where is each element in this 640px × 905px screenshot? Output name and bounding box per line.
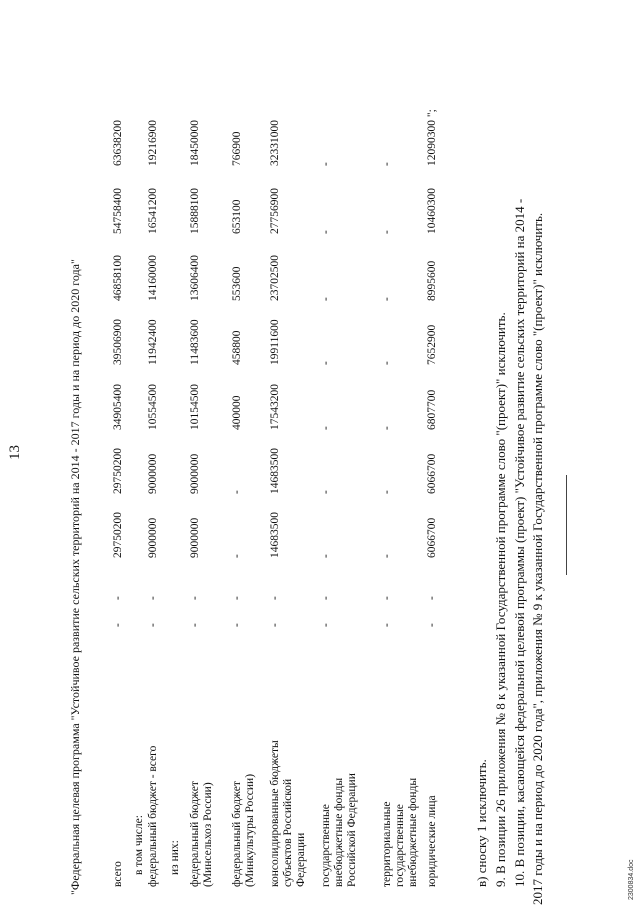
table-cell: - <box>381 230 393 234</box>
table-cell: 10154500 <box>189 384 201 430</box>
row-label: внебюджетные фонды <box>407 777 419 887</box>
body-paragraph: 9. В позиции 26 приложения № 8 к указанной Государственной программе слово "(проект)" исключить. <box>493 312 508 887</box>
table-cell: - <box>381 554 393 558</box>
table-cell: - <box>320 297 332 301</box>
table-cell: - <box>381 596 393 600</box>
table-cell: - <box>112 623 124 627</box>
table-cell: 400000 <box>231 395 243 430</box>
divider-line <box>566 475 567 575</box>
table-cell: 7652900 <box>426 324 438 365</box>
row-label: Федерации <box>295 832 307 887</box>
table-cell: 29750200 <box>112 512 124 558</box>
table-cell: 9000000 <box>189 453 201 494</box>
table-cell: - <box>147 596 159 600</box>
table-cell: 18450000 <box>189 120 201 166</box>
table-cell: 17543200 <box>269 384 281 430</box>
table-cell: 46858100 <box>112 255 124 301</box>
body-paragraph: 10. В позиции, касающейся федеральной целевой программы (проект) "Устойчивое развитие сельских территорий на 2014 - <box>512 198 527 887</box>
table-cell: 39506900 <box>112 319 124 365</box>
row-label: субъектов Российской <box>282 778 294 887</box>
table-cell: 23702500 <box>269 255 281 301</box>
table-cell: - <box>189 596 201 600</box>
table-cell: 16541200 <box>147 188 159 234</box>
table-cell: - <box>320 490 332 494</box>
table-cell: - <box>426 596 438 600</box>
table-cell: 63638200 <box>112 120 124 166</box>
table-cell: - <box>231 596 243 600</box>
row-label: консолидированные бюджеты <box>269 740 281 887</box>
table-cell: 19216900 <box>147 120 159 166</box>
table-cell: - <box>112 596 124 600</box>
row-label: (Минсельхоз России) <box>202 782 214 887</box>
table-cell: - <box>426 623 438 627</box>
table-cell: 458800 <box>231 330 243 365</box>
row-label: государственные <box>394 804 406 887</box>
table-cell: - <box>320 623 332 627</box>
table-cell: 10554500 <box>147 384 159 430</box>
body-paragraph: 2017 годы и на период до 2020 года", приложения № 9 к указанной Государственной программе слово "(проект)" исключить. <box>530 212 545 905</box>
table-cell: - <box>381 490 393 494</box>
table-cell: 553600 <box>231 266 243 301</box>
table-cell: - <box>320 230 332 234</box>
table-cell: 653100 <box>231 199 243 234</box>
row-label: федеральный бюджет - всего <box>147 745 159 887</box>
row-label: юридические лица <box>426 795 438 887</box>
table-cell: 9000000 <box>147 453 159 494</box>
table-cell: - <box>231 554 243 558</box>
table-cell: 15888100 <box>189 188 201 234</box>
table-cell: 14683500 <box>269 512 281 558</box>
table-cell: 6807700 <box>426 389 438 430</box>
row-label: из них: <box>169 840 181 875</box>
row-label: федеральный бюджет <box>189 781 201 887</box>
table-cell: 766900 <box>231 131 243 166</box>
table-cell: 6066700 <box>426 453 438 494</box>
row-label: внебюджетные фонды <box>333 777 345 887</box>
table-cell: - <box>231 623 243 627</box>
table-cell: 34905400 <box>112 384 124 430</box>
table-cell: 29750200 <box>112 448 124 494</box>
table-cell: - <box>269 623 281 627</box>
table-cell: 54758400 <box>112 188 124 234</box>
body-paragraph: в) сноску 1 исключить. <box>474 759 489 887</box>
table-cell: - <box>320 596 332 600</box>
table-cell: - <box>320 162 332 166</box>
table-cell: - <box>381 623 393 627</box>
table-cell: 11483600 <box>189 319 201 365</box>
table-cell: - <box>381 297 393 301</box>
table-cell: - <box>381 162 393 166</box>
page-number: 13 <box>7 445 23 460</box>
table-caption: "Федеральная целевая программа "Устойчивое развитие сельских территорий на 2014 - 2017 годы и на период до 2020 года" <box>68 259 82 895</box>
table-cell: 9000000 <box>189 517 201 558</box>
table-cell: - <box>231 490 243 494</box>
table-cell: 13606400 <box>189 255 201 301</box>
row-label: государственные <box>320 804 332 887</box>
row-label: Российской Федерации <box>346 773 358 887</box>
table-cell: 12090300 "; <box>426 109 438 166</box>
table-cell: - <box>189 623 201 627</box>
table-cell: 10460300 <box>426 188 438 234</box>
row-label: территориальные <box>381 801 393 887</box>
table-cell: - <box>320 554 332 558</box>
table-cell: 11942400 <box>147 319 159 365</box>
table-cell: 9000000 <box>147 517 159 558</box>
row-label: федеральный бюджет <box>231 781 243 887</box>
table-cell: 27756900 <box>269 188 281 234</box>
table-cell: 19911600 <box>269 319 281 365</box>
table-cell: 32331000 <box>269 120 281 166</box>
table-cell: 14683500 <box>269 448 281 494</box>
row-label: в том числе: <box>133 815 145 875</box>
table-cell: 14160000 <box>147 255 159 301</box>
row-label: всего <box>112 861 124 887</box>
table-cell: 6066700 <box>426 517 438 558</box>
table-cell: - <box>147 623 159 627</box>
table-cell: - <box>381 426 393 430</box>
table-cell: - <box>269 596 281 600</box>
footer-code: 2300834.doc <box>628 859 635 900</box>
table-cell: - <box>320 361 332 365</box>
table-cell: - <box>381 361 393 365</box>
table-cell: 8995600 <box>426 260 438 301</box>
row-label: (Минкультуры России) <box>244 773 256 887</box>
table-cell: - <box>320 426 332 430</box>
